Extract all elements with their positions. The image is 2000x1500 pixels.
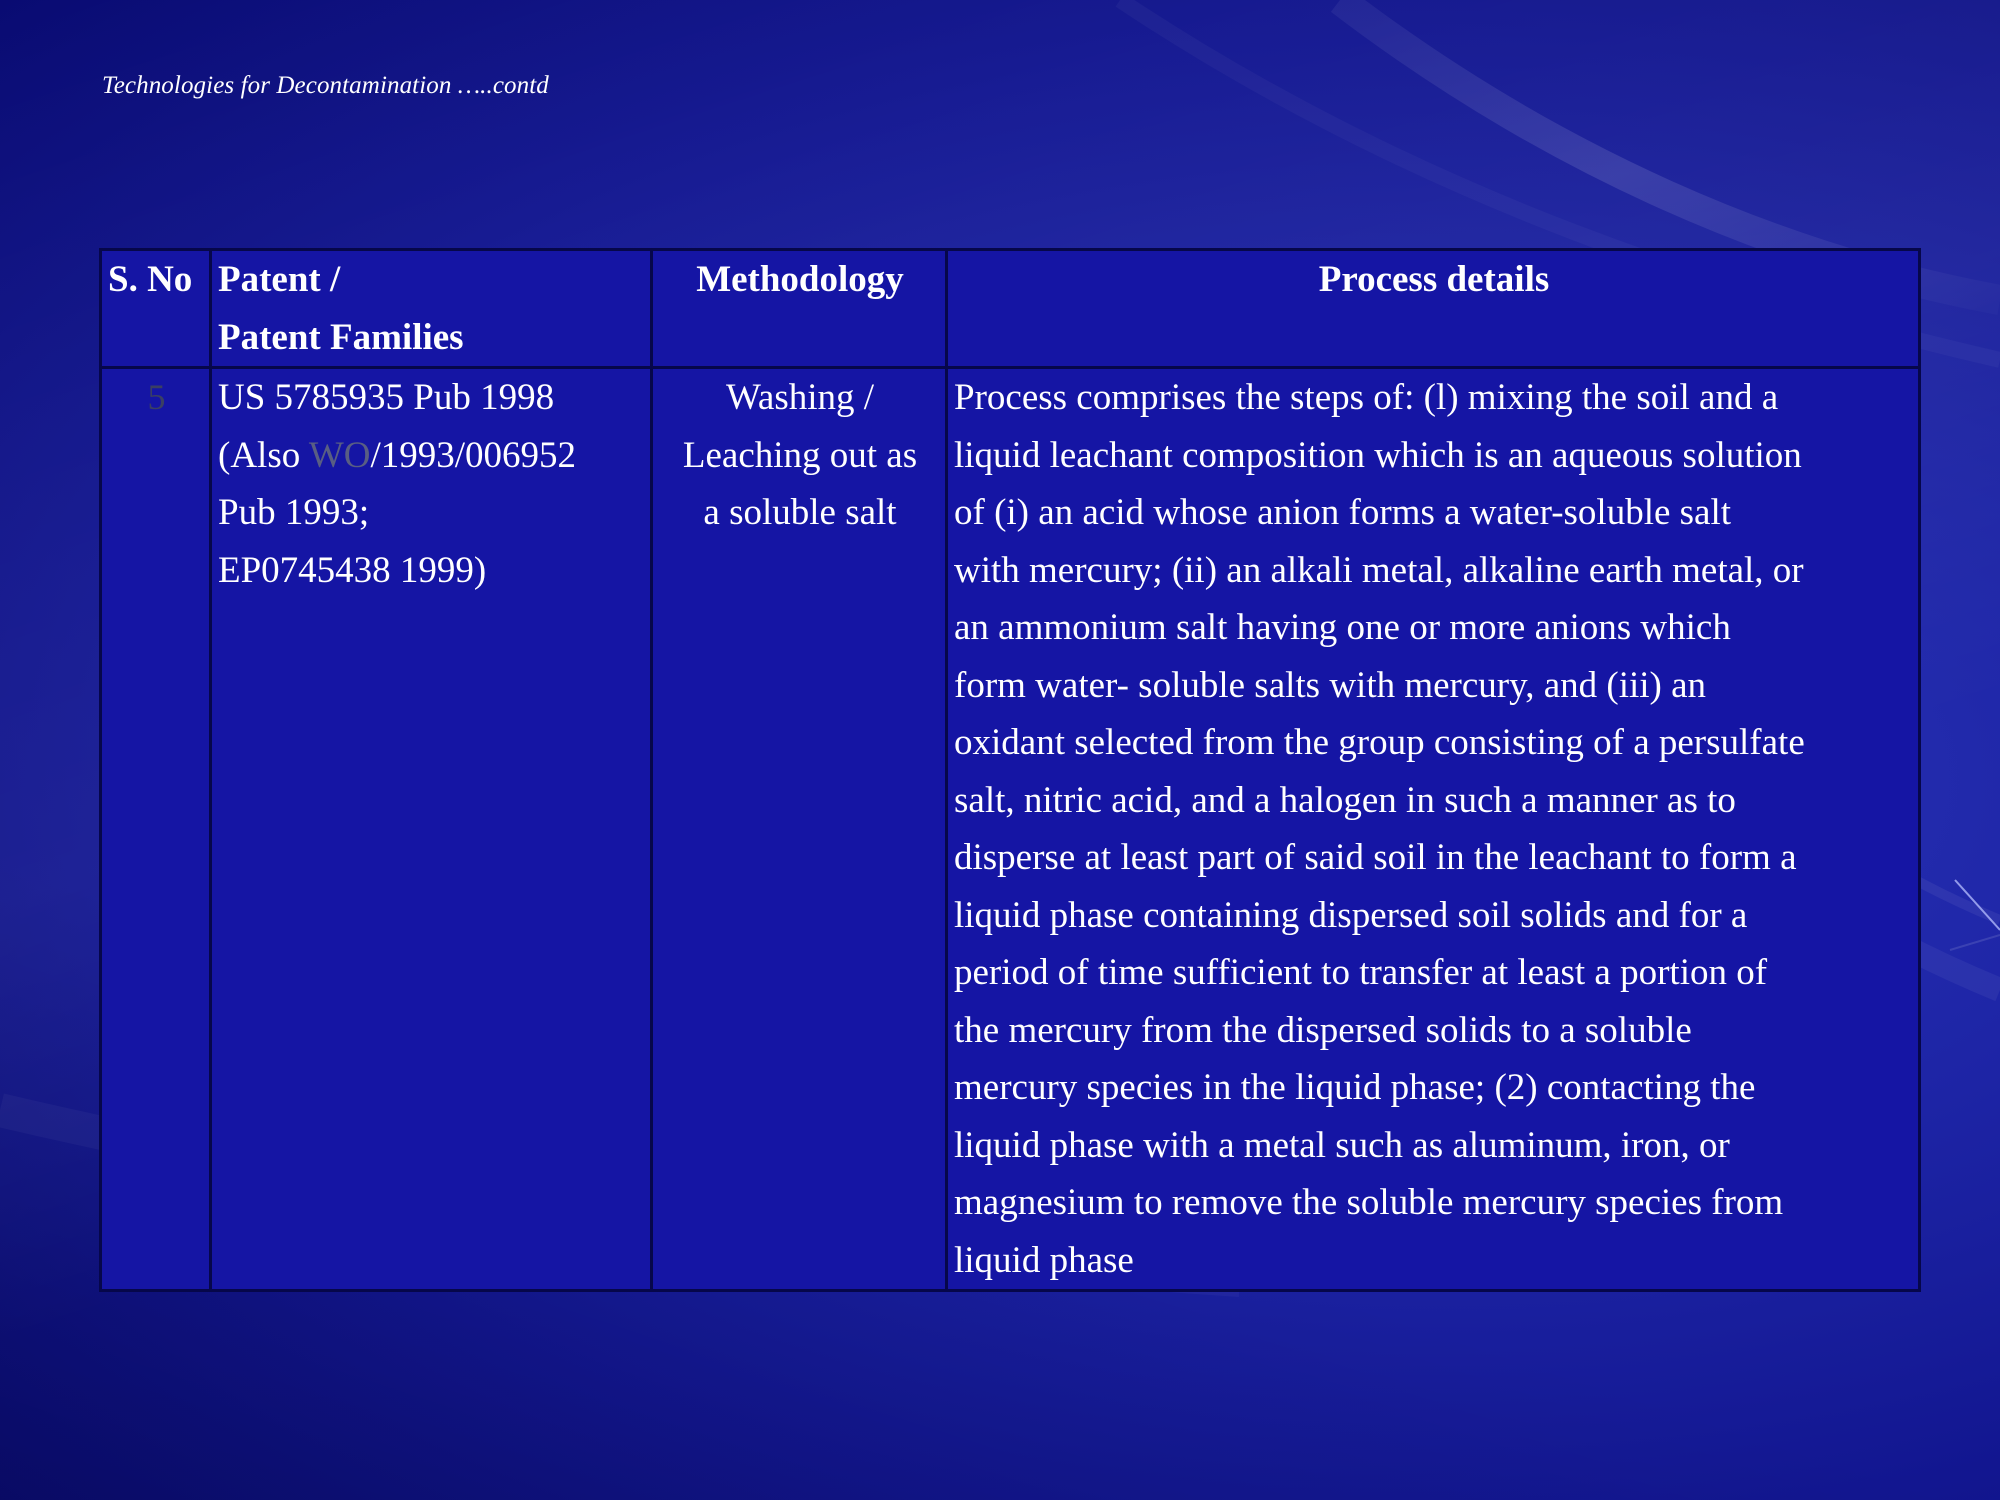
patent-decontamination-table bbox=[99, 248, 1921, 1292]
process-detail-line: disperse at least part of said soil in the leachant to form a bbox=[954, 837, 1797, 878]
methodology-cell bbox=[652, 368, 947, 1291]
process-detail-line: liquid phase bbox=[954, 1239, 1134, 1281]
process-detail-line: of (i) an acid whose anion forms a water-soluble salt bbox=[954, 492, 1732, 533]
patent-wo-prefix: WO bbox=[308, 434, 371, 476]
serial-number-header: S. No bbox=[101, 250, 211, 368]
process-detail-line: salt, nitric acid, and a halogen in such a manner as to bbox=[954, 779, 1736, 821]
process-detail-line: magnesium to remove the soluble mercury species from bbox=[954, 1182, 1784, 1223]
process-detail-line: liquid phase with a metal such as aluminum, iron, or bbox=[954, 1124, 1730, 1166]
patent-wo-number: /1993/006952 bbox=[370, 434, 577, 476]
methodology-line: Leaching out as bbox=[682, 434, 918, 476]
patent-families-header-line: Patent Families bbox=[218, 316, 464, 358]
process-details-header: Process details bbox=[947, 250, 1920, 368]
process-detail-line: liquid leachant composition which is an aqueous solution bbox=[954, 434, 1802, 476]
patent-line-pub-year: Pub 1993; bbox=[218, 492, 370, 533]
table-header bbox=[101, 250, 1920, 368]
patent-header-line: Patent / bbox=[218, 259, 341, 300]
process-detail-line: with mercury; (ii) an alkali metal, alkaline earth metal, or bbox=[954, 549, 1804, 591]
slide-title: Technologies for Decontamination …..contd bbox=[102, 72, 549, 99]
process-detail-line: mercury species in the liquid phase; (2) contacting the bbox=[954, 1067, 1756, 1108]
methodology-header: Methodology bbox=[652, 250, 947, 368]
patent-line-ep: EP0745438 1999) bbox=[218, 549, 487, 591]
table-body bbox=[101, 368, 1920, 1291]
process-detail-line: an ammonium salt having one or more anions which bbox=[954, 607, 1731, 648]
patent-families-header bbox=[211, 250, 652, 368]
process-detail-line: period of time sufficient to transfer at least a portion of bbox=[954, 952, 1768, 993]
process-detail-line: the mercury from the dispersed solids to a soluble bbox=[954, 1009, 1692, 1051]
process-detail-line: oxidant selected from the group consisting of a persulfate bbox=[954, 722, 1805, 763]
table-header-row bbox=[101, 250, 1920, 368]
process-detail-line: form water- soluble salts with mercury, and (iii) an bbox=[954, 664, 1707, 706]
patent-also-text: (Also bbox=[218, 434, 309, 476]
patent-families-cell bbox=[211, 368, 652, 1291]
serial-number-cell: 5 bbox=[101, 368, 211, 1291]
methodology-line: Washing / bbox=[725, 377, 875, 418]
patent-line-wo bbox=[218, 427, 646, 485]
patent-line-us: US 5785935 Pub 1998 bbox=[218, 377, 555, 418]
methodology-line: a soluble salt bbox=[703, 492, 897, 533]
process-detail-line: Process comprises the steps of: (l) mixing the soil and a bbox=[954, 377, 1779, 418]
table-row bbox=[101, 368, 1920, 1291]
process-detail-line: liquid phase containing dispersed soil solids and for a bbox=[954, 894, 1748, 936]
process-details-cell bbox=[947, 368, 1920, 1291]
